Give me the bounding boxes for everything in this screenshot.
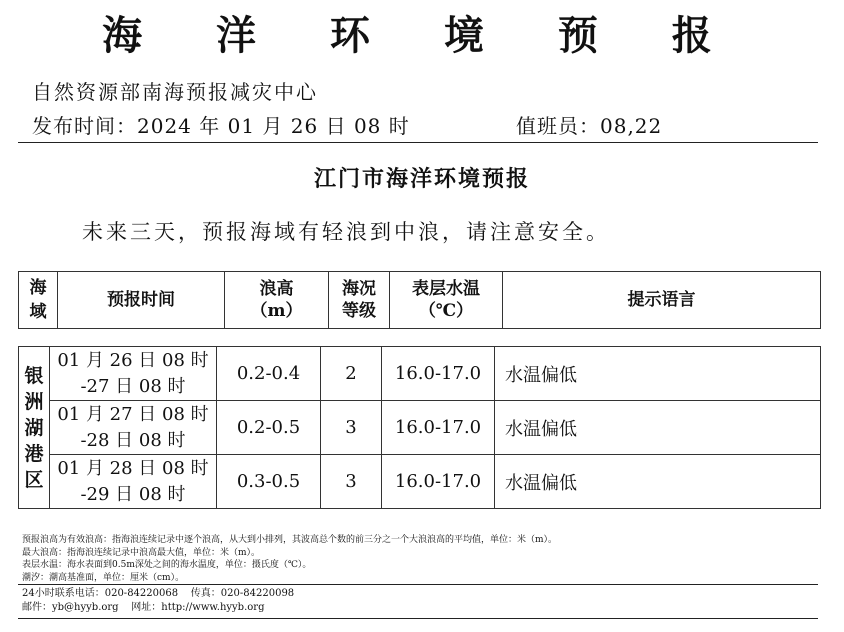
header-temp: 表层水温 （℃） <box>390 272 503 329</box>
contact-email: 邮件：yb@hyyb.org 网址：http://www.hyyb.org <box>22 602 265 613</box>
duty-officer: 值班员：08,22 <box>516 114 663 138</box>
table-row <box>19 455 821 509</box>
footnote: 潮汐：潮高基准面，单位：厘米（cm）。 <box>22 572 185 583</box>
header-wave: 浪高 （m） <box>225 272 329 329</box>
document-title: 海 洋 环 境 预 报 <box>102 12 742 59</box>
header-tip: 提示语言 <box>503 272 821 329</box>
region-cell: 银洲湖港区 <box>19 347 50 509</box>
contact-phone: 24小时联系电话：020-84220068 传真：020-84220098 <box>22 588 295 599</box>
footnote: 最大浪高：指海浪连续记录中浪高最大值，单位：米（m）。 <box>22 547 261 558</box>
time-cell: 01 月 28 日 08 时 -29 日 08 时 <box>50 455 217 509</box>
header-time: 预报时间 <box>58 272 225 329</box>
temp-cell: 16.0-17.0 <box>382 455 495 509</box>
tip-cell: 水温偏低 <box>495 347 821 401</box>
organization-name: 自然资源部南海预报减灾中心 <box>32 80 318 104</box>
footnote: 表层水温：海水表面到0.5m深处之间的海水温度，单位：摄氏度（℃）。 <box>22 560 312 570</box>
table-row <box>19 401 821 455</box>
temp-cell: 16.0-17.0 <box>382 401 495 455</box>
header-level: 海况 等级 <box>329 272 390 329</box>
forecast-table <box>18 346 821 509</box>
footer-divider <box>18 584 818 585</box>
temp-cell: 16.0-17.0 <box>382 347 495 401</box>
wave-cell: 0.3-0.5 <box>217 455 321 509</box>
footnote: 预报浪高为有效浪高：指海浪连续记录中逐个浪高，从大到小排列，其波高总个数的前三分之一个大浪浪高的平均值，单位：米（m）。 <box>22 535 558 545</box>
bottom-divider <box>18 618 818 619</box>
forecast-subtitle: 江门市海洋环境预报 <box>313 166 530 192</box>
wave-cell: 0.2-0.4 <box>217 347 321 401</box>
level-cell: 2 <box>321 347 382 401</box>
time-cell: 01 月 26 日 08 时 -27 日 08 时 <box>50 347 217 401</box>
table-row <box>19 347 821 401</box>
level-cell: 3 <box>321 401 382 455</box>
wave-cell: 0.2-0.5 <box>217 401 321 455</box>
header-divider <box>18 142 818 143</box>
publish-time: 发布时间：2024 年 01 月 26 日 08 时 <box>32 114 410 138</box>
forecast-table-header <box>18 271 821 329</box>
tip-cell: 水温偏低 <box>495 455 821 509</box>
forecast-message: 未来三天，预报海域有轻浪到中浪，请注意安全。 <box>82 220 610 244</box>
footnotes <box>22 534 557 584</box>
time-cell: 01 月 27 日 08 时 -28 日 08 时 <box>50 401 217 455</box>
header-area: 海域 <box>19 272 58 329</box>
contact-info <box>22 587 294 615</box>
tip-cell: 水温偏低 <box>495 401 821 455</box>
level-cell: 3 <box>321 455 382 509</box>
